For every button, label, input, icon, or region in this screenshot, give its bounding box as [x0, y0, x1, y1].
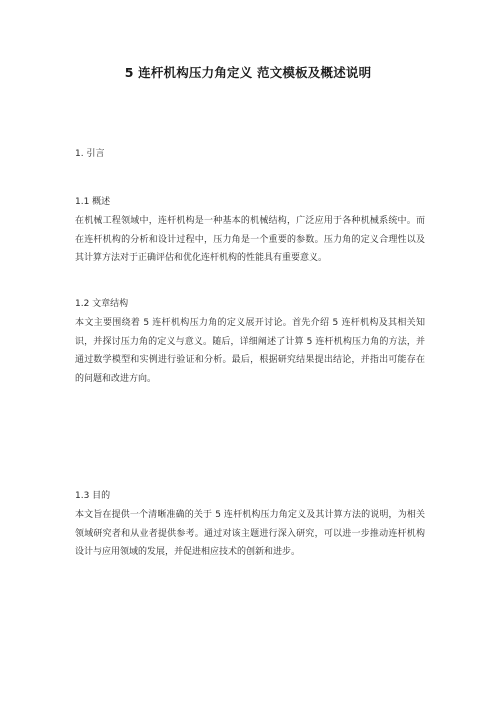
section-heading-purpose: 1.3 目的: [75, 491, 111, 501]
section-paragraph-purpose: 本文旨在提供一个清晰准确的关于 5 连杆机构压力角定义及其计算方法的说明，为相关领域研究者和从业者提供参考。通过对该主题进行深入研究，可以进一步推动连杆机构设计与应用领域的发展，并促进相应技术的创新和进步。: [75, 510, 425, 557]
section-paragraph-overview: 在机械工程领域中，连杆机构是一种基本的机械结构，广泛应用于各种机械系统中。而在连杆机构的分析和设计过程中，压力角是一个重要的参数。压力角的定义合理性以及其计算方法对于正确评估和优化连杆机构的性能具有重要意义。: [75, 216, 425, 263]
section-heading-overview: 1.1 概述: [75, 197, 111, 207]
document-title: 5 连杆机构压力角定义 范文模板及概述说明: [124, 65, 372, 80]
section-heading-structure: 1.2 文章结构: [75, 299, 129, 309]
section-heading-introduction: 1. 引言: [75, 149, 105, 159]
section-paragraph-structure: 本文主要围绕着 5 连杆机构压力角的定义展开讨论。首先介绍 5 连杆机构及其相关知识，并探讨压力角的定义与意义。随后，详细阐述了计算 5 连杆机构压力角的方法，并通过数学模型和实例进行验证和分析。最后，根据研究结果提出结论，并指出可能存在的问题和改进方向。: [75, 318, 425, 384]
